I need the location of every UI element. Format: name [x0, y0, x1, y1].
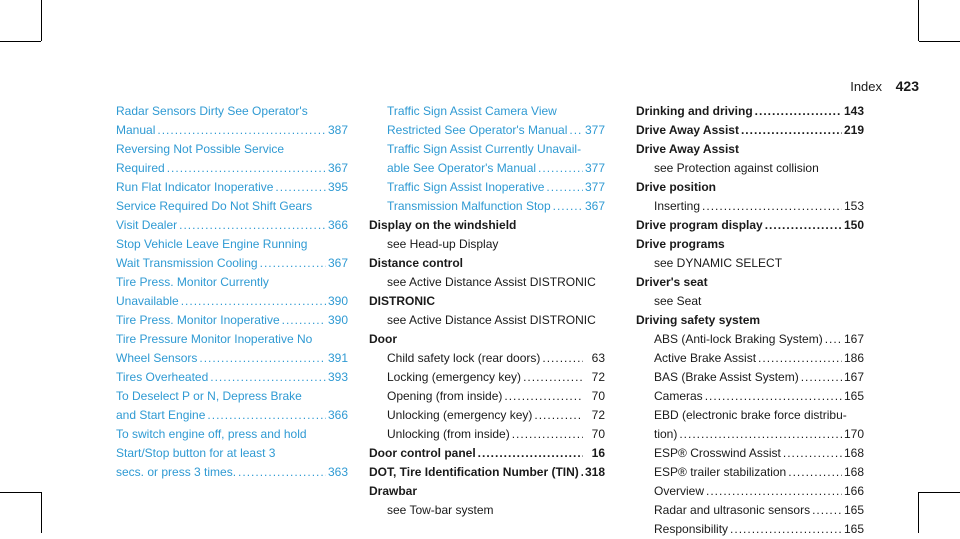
entry-text: and Start Engine: [116, 408, 206, 422]
dot-leader: [801, 368, 842, 387]
index-entry: [636, 178, 864, 197]
dot-leader: [199, 349, 326, 368]
entry-text: see Seat: [654, 294, 702, 308]
entry-page: 366: [327, 218, 348, 232]
index-entry: [116, 387, 348, 406]
entry-text: Traffic Sign Assist Currently Unavail-: [387, 142, 582, 156]
entry-text: Drinking and driving: [636, 104, 753, 118]
entry-text: Radar and ultrasonic sensors: [654, 503, 811, 517]
index-entry: [369, 216, 605, 235]
index-entry: [636, 121, 864, 140]
entry-text: Door control panel: [369, 446, 476, 460]
entry-text: Wheel Sensors: [116, 351, 198, 365]
index-entry: [116, 235, 348, 254]
index-entry: [636, 197, 864, 216]
entry-text: Driving safety system: [636, 313, 761, 327]
entry-page: 166: [843, 484, 864, 498]
index-column-3: [636, 102, 864, 539]
entry-text: Wait Transmission Cooling: [116, 256, 258, 270]
entry-text: Transmission Malfunction Stop: [387, 199, 551, 213]
index-entry: [116, 254, 348, 273]
index-entry: [116, 330, 348, 349]
index-column-1: [116, 102, 348, 482]
entry-text: ESP® Crosswind Assist: [654, 446, 781, 460]
index-entry: [369, 330, 605, 349]
dot-leader: [538, 159, 583, 178]
dot-leader: [534, 406, 583, 425]
crop-mark: [0, 41, 41, 42]
dot-leader: [755, 102, 842, 121]
header-label: Index: [850, 79, 883, 94]
entry-text: Driver's seat: [636, 275, 708, 289]
index-entry: [116, 197, 348, 216]
dot-leader: [207, 406, 326, 425]
entry-text: Tire Press. Monitor Currently: [116, 275, 269, 289]
entry-text: Cameras: [654, 389, 703, 403]
index-entry: [369, 159, 605, 178]
dot-leader: [181, 292, 326, 311]
entry-text: Visit Dealer: [116, 218, 178, 232]
entry-text: see Head-up Display: [387, 237, 499, 251]
index-entry: [369, 368, 605, 387]
entry-text: Door: [369, 332, 397, 346]
index-entry: [116, 102, 348, 121]
entry-text: Drive Away Assist: [636, 142, 739, 156]
dot-leader: [706, 482, 842, 501]
entry-text: able See Operator's Manual: [387, 161, 537, 175]
entry-text: To switch engine off, press and hold: [116, 427, 307, 441]
entry-text: Reversing Not Possible Service: [116, 142, 285, 156]
entry-text: Required: [116, 161, 165, 175]
dot-leader: [275, 178, 326, 197]
entry-text: Drive programs: [636, 237, 725, 251]
entry-text: Opening (from inside): [387, 389, 503, 403]
dot-leader: [238, 463, 326, 482]
index-entry: [116, 425, 348, 444]
entry-page: 219: [843, 123, 864, 137]
index-entry: [636, 368, 864, 387]
entry-text: DISTRONIC: [369, 294, 435, 308]
dot-leader: [765, 216, 842, 235]
index-entry: [636, 387, 864, 406]
index-entry: [636, 406, 864, 425]
entry-text: Tires Overheated: [116, 370, 209, 384]
entry-page: 63: [591, 351, 605, 365]
entry-page: 377: [584, 161, 605, 175]
dot-leader: [730, 520, 842, 539]
entry-page: 167: [843, 370, 864, 384]
entry-text: DOT, Tire Identification Number (TIN): [369, 465, 579, 479]
entry-page: 168: [843, 465, 864, 479]
page-header: [850, 78, 919, 94]
index-entry: [116, 121, 348, 140]
index-entry: [369, 482, 605, 501]
index-entry: [636, 273, 864, 292]
entry-text: tion): [654, 427, 678, 441]
index-entry: [369, 273, 605, 292]
entry-text: see Active Distance Assist DISTRONIC: [387, 313, 596, 327]
index-entry: [369, 235, 605, 254]
page-number: 423: [895, 78, 919, 94]
dot-leader: [788, 463, 842, 482]
index-entry: [369, 349, 605, 368]
index-column-2: [369, 102, 605, 520]
index-entry: [116, 368, 348, 387]
entry-text: Unlocking (emergency key): [387, 408, 533, 422]
index-entry: [636, 254, 864, 273]
crop-mark: [919, 41, 960, 42]
entry-text: Locking (emergency key): [387, 370, 522, 384]
entry-page: 150: [843, 218, 864, 232]
entry-text: see Tow-bar system: [387, 503, 494, 517]
entry-page: 393: [327, 370, 348, 384]
index-entry: [369, 197, 605, 216]
dot-leader: [260, 254, 326, 273]
entry-text: Drive position: [636, 180, 717, 194]
entry-page: 390: [327, 313, 348, 327]
entry-text: Service Required Do Not Shift Gears: [116, 199, 313, 213]
entry-page: 153: [843, 199, 864, 213]
entry-text: Display on the windshield: [369, 218, 517, 232]
entry-text: ABS (Anti-lock Braking System): [654, 332, 823, 346]
index-entry: [116, 273, 348, 292]
index-entry: [636, 425, 864, 444]
crop-mark: [41, 492, 42, 533]
index-entry: [369, 178, 605, 197]
index-entry: [116, 349, 348, 368]
index-entry: [369, 292, 605, 311]
entry-page: 390: [327, 294, 348, 308]
dot-leader: [783, 444, 842, 463]
index-entry: [369, 121, 605, 140]
entry-page: 72: [591, 408, 605, 422]
entry-page: 367: [327, 256, 348, 270]
index-entry: [116, 292, 348, 311]
entry-page: 165: [843, 503, 864, 517]
entry-page: 391: [327, 351, 348, 365]
dot-leader: [478, 444, 583, 463]
index-entry: [636, 292, 864, 311]
entry-page: 168: [843, 446, 864, 460]
entry-text: Traffic Sign Assist Camera View: [387, 104, 557, 118]
index-entry: [116, 463, 348, 482]
index-entry: [636, 140, 864, 159]
entry-page: 70: [591, 427, 605, 441]
dot-leader: [758, 349, 842, 368]
crop-mark: [918, 492, 919, 533]
entry-page: 186: [843, 351, 864, 365]
index-entry: [636, 482, 864, 501]
entry-page: 70: [591, 389, 605, 403]
entry-text: Inserting: [654, 199, 701, 213]
index-entry: [116, 159, 348, 178]
dot-leader: [282, 311, 326, 330]
entry-text: Tire Pressure Monitor Inoperative No: [116, 332, 313, 346]
entry-page: 165: [843, 389, 864, 403]
entry-text: Overview: [654, 484, 705, 498]
dot-leader: [504, 387, 583, 406]
index-entry: [116, 178, 348, 197]
index-entry: [369, 102, 605, 121]
dot-leader: [542, 349, 583, 368]
entry-page: 377: [584, 123, 605, 137]
dot-leader: [157, 121, 326, 140]
entry-text: To Deselect P or N, Depress Brake: [116, 389, 302, 403]
entry-page: 366: [327, 408, 348, 422]
dot-leader: [741, 121, 842, 140]
index-entry: [636, 520, 864, 539]
crop-mark: [0, 492, 41, 493]
index-entry: [116, 216, 348, 235]
index-entry: [369, 406, 605, 425]
entry-page: 16: [591, 446, 605, 460]
entry-page: 395: [327, 180, 348, 194]
entry-text: Child safety lock (rear doors): [387, 351, 541, 365]
entry-text: Run Flat Indicator Inoperative: [116, 180, 274, 194]
dot-leader: [812, 501, 842, 520]
entry-text: Tire Press. Monitor Inoperative: [116, 313, 280, 327]
entry-page: 387: [327, 123, 348, 137]
entry-text: BAS (Brake Assist System): [654, 370, 799, 384]
entry-page: 363: [327, 465, 348, 479]
index-entry: [369, 463, 605, 482]
entry-text: Radar Sensors Dirty See Operator's: [116, 104, 308, 118]
entry-text: Drawbar: [369, 484, 418, 498]
crop-mark: [41, 0, 42, 41]
index-entry: [116, 311, 348, 330]
entry-text: EBD (electronic brake force distribu-: [654, 408, 847, 422]
entry-text: secs. or press 3 times.: [116, 465, 237, 479]
dot-leader: [179, 216, 326, 235]
index-entry: [636, 102, 864, 121]
entry-page: 165: [843, 522, 864, 536]
dot-leader: [553, 197, 583, 216]
index-entry: [636, 159, 864, 178]
entry-page: 367: [327, 161, 348, 175]
dot-leader: [581, 463, 583, 482]
entry-page: 72: [591, 370, 605, 384]
index-entry: [116, 444, 348, 463]
entry-text: Unlocking (from inside): [387, 427, 510, 441]
index-entry: [636, 349, 864, 368]
entry-text: Drive program display: [636, 218, 763, 232]
entry-text: Responsibility: [654, 522, 729, 536]
dot-leader: [679, 425, 842, 444]
index-entry: [369, 425, 605, 444]
crop-mark: [919, 492, 960, 493]
index-entry: [636, 501, 864, 520]
dot-leader: [825, 330, 842, 349]
entry-text: Active Brake Assist: [654, 351, 757, 365]
dot-leader: [523, 368, 583, 387]
entry-text: see Protection against collision: [654, 161, 819, 175]
entry-text: see DYNAMIC SELECT: [654, 256, 783, 270]
dot-leader: [705, 387, 842, 406]
entry-text: Distance control: [369, 256, 464, 270]
dot-leader: [167, 159, 326, 178]
entry-page: 318: [584, 465, 605, 479]
dot-leader: [512, 425, 583, 444]
index-entry: [116, 140, 348, 159]
dot-leader: [210, 368, 326, 387]
index-entry: [636, 235, 864, 254]
crop-mark: [918, 0, 919, 41]
entry-page: 377: [584, 180, 605, 194]
entry-page: 167: [843, 332, 864, 346]
entry-text: see Active Distance Assist DISTRONIC: [387, 275, 596, 289]
dot-leader: [702, 197, 842, 216]
index-entry: [636, 216, 864, 235]
entry-text: Traffic Sign Assist Inoperative: [387, 180, 545, 194]
index-entry: [636, 330, 864, 349]
entry-text: Manual: [116, 123, 156, 137]
entry-text: Unavailable: [116, 294, 179, 308]
index-entry: [116, 406, 348, 425]
entry-page: 170: [843, 427, 864, 441]
index-entry: [369, 387, 605, 406]
entry-text: Start/Stop button for at least 3: [116, 446, 276, 460]
entry-text: Drive Away Assist: [636, 123, 739, 137]
entry-page: 143: [843, 104, 864, 118]
dot-leader: [569, 121, 583, 140]
index-entry: [369, 444, 605, 463]
index-entry: [369, 311, 605, 330]
index-entry: [369, 501, 605, 520]
index-entry: [636, 444, 864, 463]
index-entry: [636, 463, 864, 482]
entry-text: Restricted See Operator's Manual: [387, 123, 568, 137]
dot-leader: [546, 178, 583, 197]
entry-page: 367: [584, 199, 605, 213]
index-entry: [636, 311, 864, 330]
entry-text: Stop Vehicle Leave Engine Running: [116, 237, 308, 251]
index-entry: [369, 254, 605, 273]
entry-text: ESP® trailer stabilization: [654, 465, 787, 479]
index-entry: [369, 140, 605, 159]
